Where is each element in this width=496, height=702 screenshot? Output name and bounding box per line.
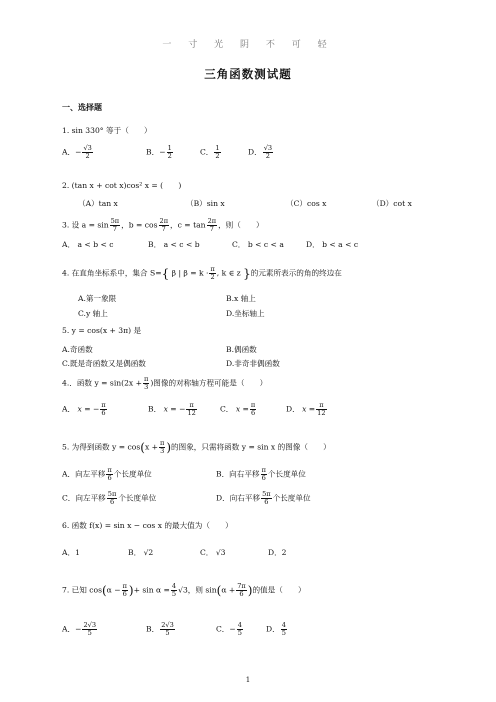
q2-option-d: （D）cot x — [372, 199, 412, 208]
q8-option-a: A．1 — [62, 548, 80, 557]
question-2-stem: 2. (tan x + cot x)cos² x = ( ) — [62, 181, 182, 190]
q4-option-d: D.坐标轴上 — [226, 309, 265, 318]
question-3-stem: 3. 设 a = sin $\frac{5\pi}{7}$ ，b = cos $\frac{2\pi}{7}$ ，c = tan $\frac{2\pi}{7}$ ，则（ ） — [62, 217, 264, 233]
q4-option-c: C.y 轴上 — [78, 309, 108, 318]
q2-option-a: （A）tan x — [78, 199, 118, 208]
q6-option-d: D． x = $\frac{\pi}{12}$ — [286, 401, 326, 417]
q9-option-d: D． $\frac{4}{5}$ — [266, 621, 286, 637]
q9-option-c: C．− $\frac{4}{5}$ — [216, 621, 242, 637]
q7-option-a: A．向左平移 $\frac{\pi}{6}$ 个长度单位 — [62, 466, 152, 482]
q6-option-a: A． x = − $\frac{\pi}{6}$ — [62, 401, 106, 417]
q5-option-d: D.非奇非偶函数 — [226, 359, 280, 368]
q1-option-d: D． $\frac{√3}{2}$ — [248, 144, 273, 160]
page-number: 1 — [245, 676, 251, 684]
q5-option-a: A.奇函数 — [62, 345, 93, 354]
q7-option-d: D．向右平移 $\frac{5\pi}{6}$ 个长度单位 — [216, 490, 311, 506]
q1-option-c: C． $\frac{1}{2}$ — [200, 144, 220, 160]
section-heading: 一、选择题 — [62, 103, 102, 112]
question-5-stem: 5. y = cos(x + 3π) 是 — [62, 326, 142, 335]
q6-option-c: C． x = $\frac{\pi}{6}$ — [220, 401, 256, 417]
q8-option-d: D．2 — [268, 548, 287, 557]
q7-option-b: B．向右平移 $\frac{\pi}{6}$ 个长度单位 — [216, 466, 306, 482]
page-header: 一 寸 光 阴 不 可 轻 — [162, 40, 334, 50]
question-9-stem: 7. 已知 cos(α − $\frac{\pi}{6}$ )+ sin α = $\frac{4}{5}$ √3，则 sin(α + $\frac{7\pi}{6}$ )的值是（ ） — [62, 582, 306, 598]
q4-option-b: B.x 轴上 — [226, 294, 256, 303]
question-7-stem: 5. 为得到函数 y = cos(x + $\frac{\pi}{3}$ )的图象，只需将函数 y = sin x 的图像（ ） — [62, 439, 331, 455]
q6-option-b: B． x = − $\frac{\pi}{12}$ — [148, 401, 196, 417]
q9-option-a: A．− $\frac{2√3}{5}$ — [62, 621, 97, 637]
q4-option-a: A.第一象限 — [78, 294, 117, 303]
question-6-stem: 4.．函数 y = sin(2x + $\frac{\pi}{3}$ )图像的对称轴方程可能是（ ） — [62, 375, 268, 391]
page-title: 三角函数测试题 — [204, 67, 292, 81]
q3-option-b: B． a < c < b — [148, 240, 200, 249]
q3-option-a: A． a < b < c — [62, 240, 114, 249]
q5-option-c: C.既是奇函数又是偶函数 — [62, 359, 146, 368]
q1-option-a: A．− $\frac{√3}{2}$ — [62, 144, 92, 160]
q3-option-d: D． b < a < c — [306, 240, 359, 249]
question-8-stem: 6. 函数 f(x) = sin x − cos x 的最大值为（ ） — [62, 521, 233, 530]
question-4-stem: 4. 在直角坐标系中，集合 S={ β | β = k · $\frac{\pi}{2}$ , k ∈ z }的元素所表示的角的终边在 — [62, 265, 342, 281]
question-1-stem: 1. sin 330° 等于（ ） — [62, 126, 152, 135]
q2-option-b: （B）sin x — [186, 199, 225, 208]
q7-option-c: C．向左平移 $\frac{5\pi}{6}$ 个长度单位 — [62, 490, 157, 506]
q9-option-b: B． $\frac{2√3}{5}$ — [146, 621, 174, 637]
q8-option-c: C． √3 — [200, 548, 226, 557]
q8-option-b: B． √2 — [128, 548, 154, 557]
q1-option-b: B．− $\frac{1}{2}$ — [146, 144, 172, 160]
q3-option-c: C． b < c < a — [232, 240, 284, 249]
q5-option-b: B.偶函数 — [226, 345, 257, 354]
q2-option-c: （C）cos x — [286, 199, 327, 208]
